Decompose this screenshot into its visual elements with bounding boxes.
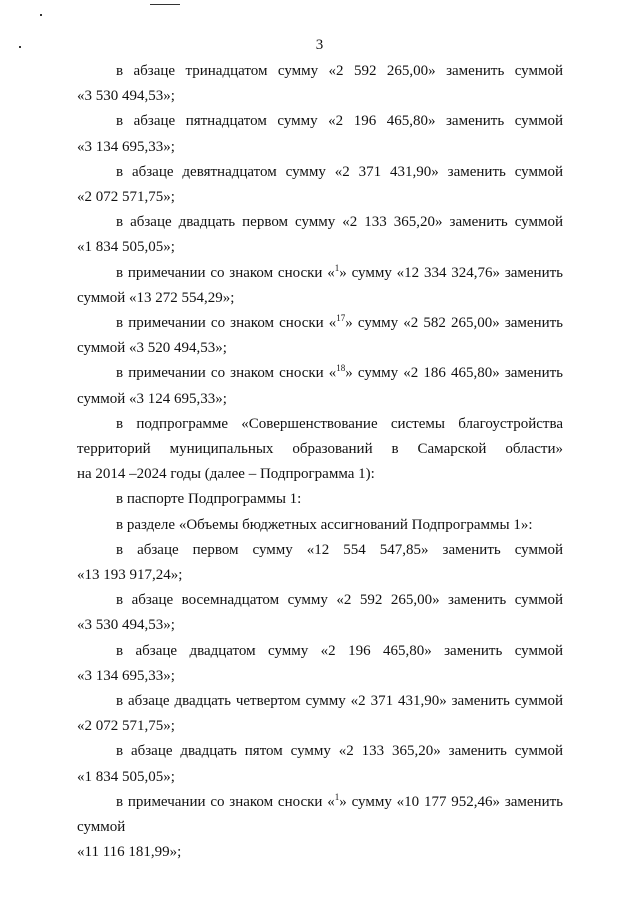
paragraph [77, 790, 563, 840]
footnote-mark: 17 [336, 313, 346, 324]
paragraph-continuation: суммой «3 124 695,33»; [77, 390, 227, 407]
paragraph-continuation: «3 134 695,33»; [77, 138, 175, 155]
paragraph: в абзаце тринадцатом сумму «2 592 265,00» заменить суммой [116, 63, 563, 79]
paragraph-text: » сумму «2 186 465,80» заменить [345, 365, 564, 382]
paragraph: в абзаце двадцатом сумму «2 196 465,80» заменить суммой [116, 642, 563, 659]
paragraph-text: » сумму «10 177 952,46» заменить суммой [77, 793, 564, 836]
scan-mark [150, 4, 180, 5]
paragraph [77, 361, 563, 386]
paragraph-continuation: «11 116 181,99»; [77, 844, 182, 861]
page-number: 3 [315, 37, 324, 53]
paragraph: в подпрограмме «Совершенствование системы благоустройства [116, 415, 563, 432]
paragraph-text: в примечании со знаком сноски « [116, 365, 337, 382]
paragraph: в паспорте Подпрограммы 1: [116, 491, 302, 508]
paragraph: в абзаце двадцать первом сумму «2 133 365,20» заменить суммой [116, 214, 563, 231]
paragraph-text: в примечании со знаком сноски « [116, 793, 335, 810]
paragraph-text: » сумму «12 334 324,76» заменить [339, 264, 564, 281]
paragraph-continuation: «13 193 917,24»; [77, 567, 183, 584]
paragraph-continuation: территорий муниципальных образований в Самарской области» [77, 441, 563, 458]
paragraph-continuation: «1 834 505,05»; [77, 239, 175, 256]
paragraph-continuation: суммой «13 272 554,29»; [77, 289, 235, 306]
paragraph [77, 261, 563, 286]
paragraph: в разделе «Объемы бюджетных ассигнований Подпрограммы 1»: [116, 516, 533, 533]
paragraph: в абзаце первом сумму «12 554 547,85» заменить суммой [116, 541, 563, 558]
paragraph-text: » сумму «2 582 265,00» заменить [345, 315, 564, 332]
footnote-mark: 1 [334, 791, 340, 802]
paragraph-continuation: «3 134 695,33»; [77, 667, 175, 684]
paragraph: в абзаце восемнадцатом сумму «2 592 265,00» заменить суммой [116, 592, 563, 609]
paragraph-continuation: «1 834 505,05»; [77, 768, 175, 785]
paragraph-text: в примечании со знаком сноски « [116, 315, 337, 332]
footnote-mark: 1 [334, 262, 340, 273]
paragraph-continuation: «3 530 494,53»; [77, 88, 175, 105]
paragraph: в абзаце пятнадцатом сумму «2 196 465,80» заменить суммой [116, 113, 563, 130]
paragraph-continuation: «2 072 571,75»; [77, 189, 175, 206]
document-body [77, 59, 563, 866]
footnote-mark: 18 [336, 363, 346, 374]
paragraph-continuation: «3 530 494,53»; [77, 617, 175, 634]
paragraph: в абзаце девятнадцатом сумму «2 371 431,90» заменить суммой [116, 163, 563, 180]
paragraph-continuation: суммой «3 520 494,53»; [77, 340, 227, 357]
paragraph [77, 311, 563, 336]
scan-mark [40, 14, 42, 16]
paragraph-continuation: «2 072 571,75»; [77, 718, 175, 735]
paragraph: в абзаце двадцать пятом сумму «2 133 365,20» заменить суммой [116, 743, 563, 760]
paragraph-continuation: на 2014 –2024 годы (далее – Подпрограмма 1): [77, 466, 375, 483]
paragraph: в абзаце двадцать четвертом сумму «2 371 431,90» заменить суммой [116, 693, 563, 710]
paragraph-text: в примечании со знаком сноски « [116, 264, 335, 281]
